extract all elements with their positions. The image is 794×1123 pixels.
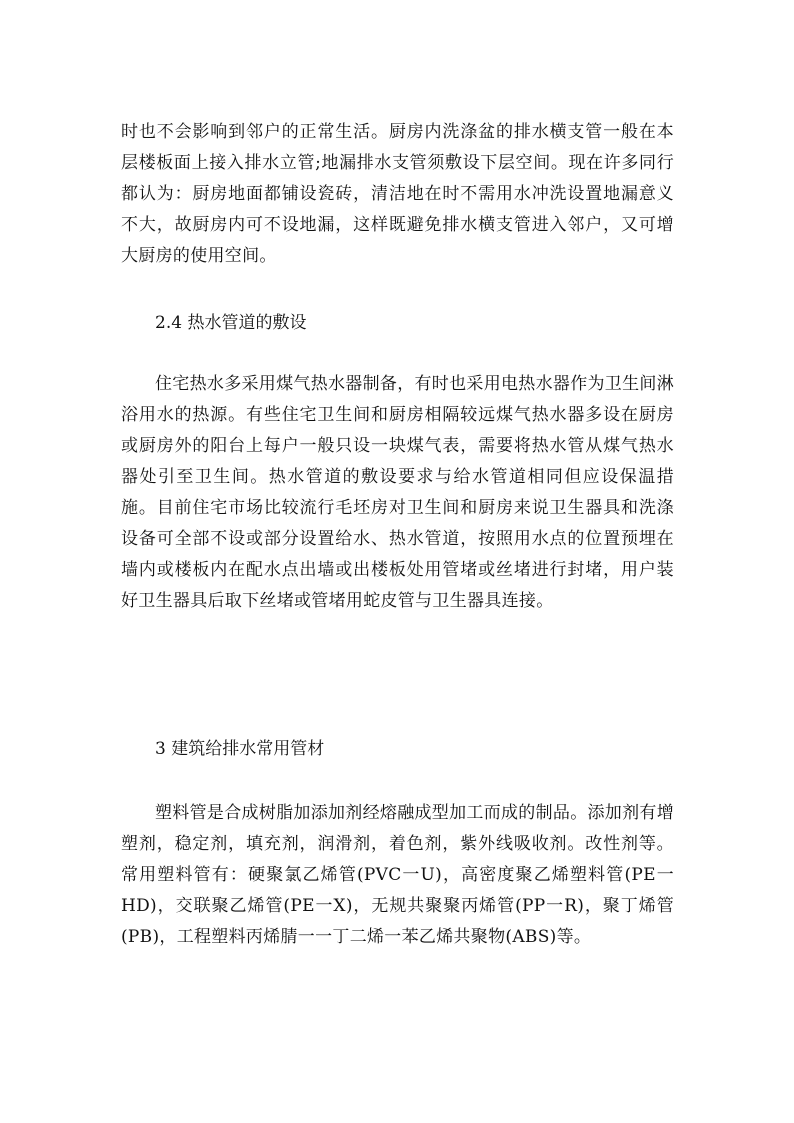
section-heading: 3 建筑给排水常用管材 (155, 739, 325, 759)
body-paragraph: 住宅热水多采用煤气热水器制备，有时也采用电热水器作为卫生间淋浴用水的热源。有些住宅卫生间和厨房相隔较远煤气热水器多设在厨房或厨房外的阳台上每户一般只设一块煤气表，需要将热水管从煤气热水器处引至卫生间。热水管道的敷设要求与给水管道相同但应设保温措施。目前住宅市场比较流行毛坯房对卫生间和厨房来说卫生器具和洗涤设备可全部不设或部分设置给水、热水管道，按照用水点的位置预埋在墙内或楼板内在配水点出墙或出楼板处用管堵或丝堵进行封堵，用户装好卫生器具后取下丝堵或管堵用蛇皮管与卫生器具连接。 (121, 374, 674, 611)
body-paragraph: 时也不会影响到邻户的正常生活。厨房内洗涤盆的排水横支管一般在本层楼板面上接入排水立管;地漏排水支管须敷设下层空间。现在许多同行都认为：厨房地面都铺设瓷砖，清洁地在时不需用水冲洗设置地漏意义不大，故厨房内可不设地漏，这样既避免排水横支管进入邻户，又可增大厨房的使用空间。 (121, 122, 674, 266)
section-heading: 2.4 热水管道的敷设 (155, 313, 307, 333)
body-paragraph: 塑料管是合成树脂加添加剂经熔融成型加工而成的制品。添加剂有增塑剂，稳定剂，填充剂，润滑剂，着色剂，紫外线吸收剂。改性剂等。常用塑料管有：硬聚氯乙烯管(PVC一U)，高密度聚乙烯塑料管(PE一HD)，交联聚乙烯管(PE一X)，无规共聚聚丙烯管(PP一R)，聚丁烯管(PB)，工程塑料丙烯腈一一丁二烯一苯乙烯共聚物(ABS)等。 (121, 803, 674, 947)
